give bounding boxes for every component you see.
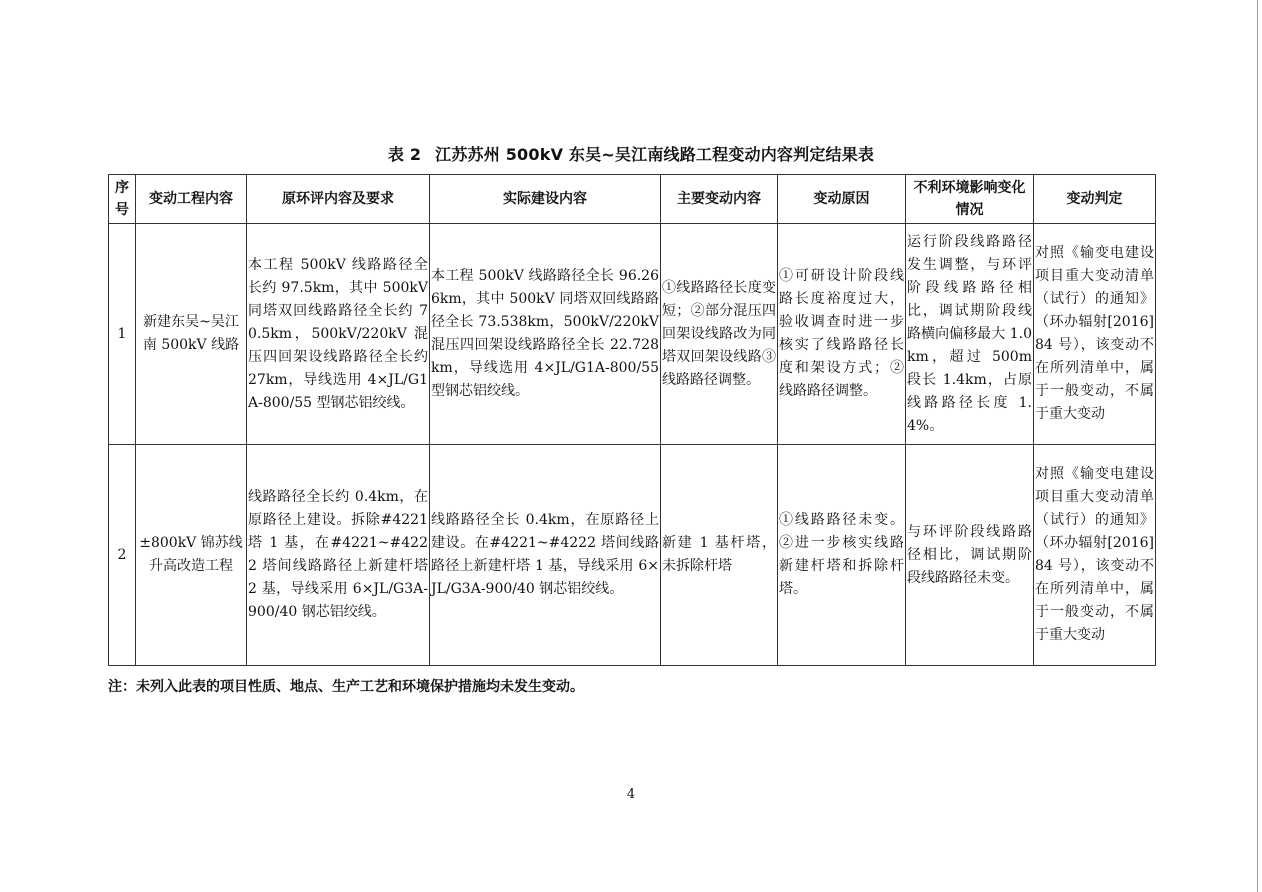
cell-change: ①线路路径长度变短；②部分混压四回架设线路改为同塔双回架设线路③线路路径调整。: [661, 224, 778, 445]
change-judgement-table: [108, 174, 1156, 666]
table-footnote: 注：未列入此表的项目性质、地点、生产工艺和环境保护措施均未发生变动。: [108, 679, 584, 695]
header-actual: 实际建设内容: [430, 175, 661, 224]
header-reason: 变动原因: [778, 175, 906, 224]
cell-no: 2: [109, 445, 136, 666]
cell-reason: ①线路路径未变。②进一步核实线路新建杆塔和拆除杆塔。: [778, 445, 906, 666]
table-title-number: 表 2: [387, 145, 422, 164]
header-change: 主要变动内容: [661, 175, 778, 224]
cell-item: 新建东吴~吴江南 500kV 线路: [136, 224, 247, 445]
table-header-row: [109, 175, 1156, 224]
cell-original: 线路路径全长约 0.4km，在原路径上建设。拆除#4221 塔 1 基，在#4221~#4222 塔间线路路径上新建杆塔 2 基，导线采用 6×JL/G3A-900/40 钢芯铝绞线。: [247, 445, 430, 666]
page-edge-line: [1257, 0, 1258, 892]
page-number: 4: [626, 787, 636, 802]
cell-original: 本工程 500kV 线路路径全长约 97.5km，其中 500kV 同塔双回线路路径全长约 70.5km，500kV/220kV 混压四回架设线路路径全长约 27km，导线选用 4×JL/G1A-800/55 型钢芯铝绞线。: [247, 224, 430, 445]
cell-change: 新建 1 基杆塔，未拆除杆塔: [661, 445, 778, 666]
cell-judgement: 对照《输变电建设项目重大变动清单（试行）的通知》（环办辐射[2016]84 号），该变动不在所列清单中，属于一般变动，不属于重大变动: [1034, 445, 1156, 666]
cell-judgement: 对照《输变电建设项目重大变动清单（试行）的通知》（环办辐射[2016]84 号），该变动不在所列清单中，属于一般变动，不属于重大变动: [1034, 224, 1156, 445]
header-no: 序号: [109, 175, 136, 224]
header-original: 原环评内容及要求: [247, 175, 430, 224]
header-impact: 不利环境影响变化情况: [906, 175, 1034, 224]
table-row: [109, 445, 1156, 666]
cell-actual: 本工程 500kV 线路路径全长 96.266km，其中 500kV 同塔双回线路路径全长 73.538km，500kV/220kV 混压四回架设线路路径全长 22.728km，导线选用 4×JL/G1A-800/55 型钢芯铝绞线。: [430, 224, 661, 445]
cell-no: 1: [109, 224, 136, 445]
table-title-text: 江苏苏州 500kV 东吴~吴江南线路工程变动内容判定结果表: [435, 145, 875, 164]
header-item: 变动工程内容: [136, 175, 247, 224]
header-judgement: 变动判定: [1034, 175, 1156, 224]
cell-impact: 与环评阶段线路路径相比，调试期阶段线路路径未变。: [906, 445, 1034, 666]
cell-item: ±800kV 锦苏线升高改造工程: [136, 445, 247, 666]
cell-impact: 运行阶段线路路径发生调整，与环评阶段线路路径相比，调试期阶段线路横向偏移最大 1.0km，超过 500m 段长 1.4km，占原线路路径长度 1.4%。: [906, 224, 1034, 445]
table-row: [109, 224, 1156, 445]
table-title: [0, 142, 1262, 165]
cell-reason: ①可研设计阶段线路长度裕度过大，验收调查时进一步核实了线路路径长度和架设方式；②线路路径调整。: [778, 224, 906, 445]
cell-actual: 线路路径全长 0.4km，在原路径上建设。在#4221~#4222 塔间线路路径上新建杆塔 1 基，导线采用 6×JL/G3A-900/40 钢芯铝绞线。: [430, 445, 661, 666]
